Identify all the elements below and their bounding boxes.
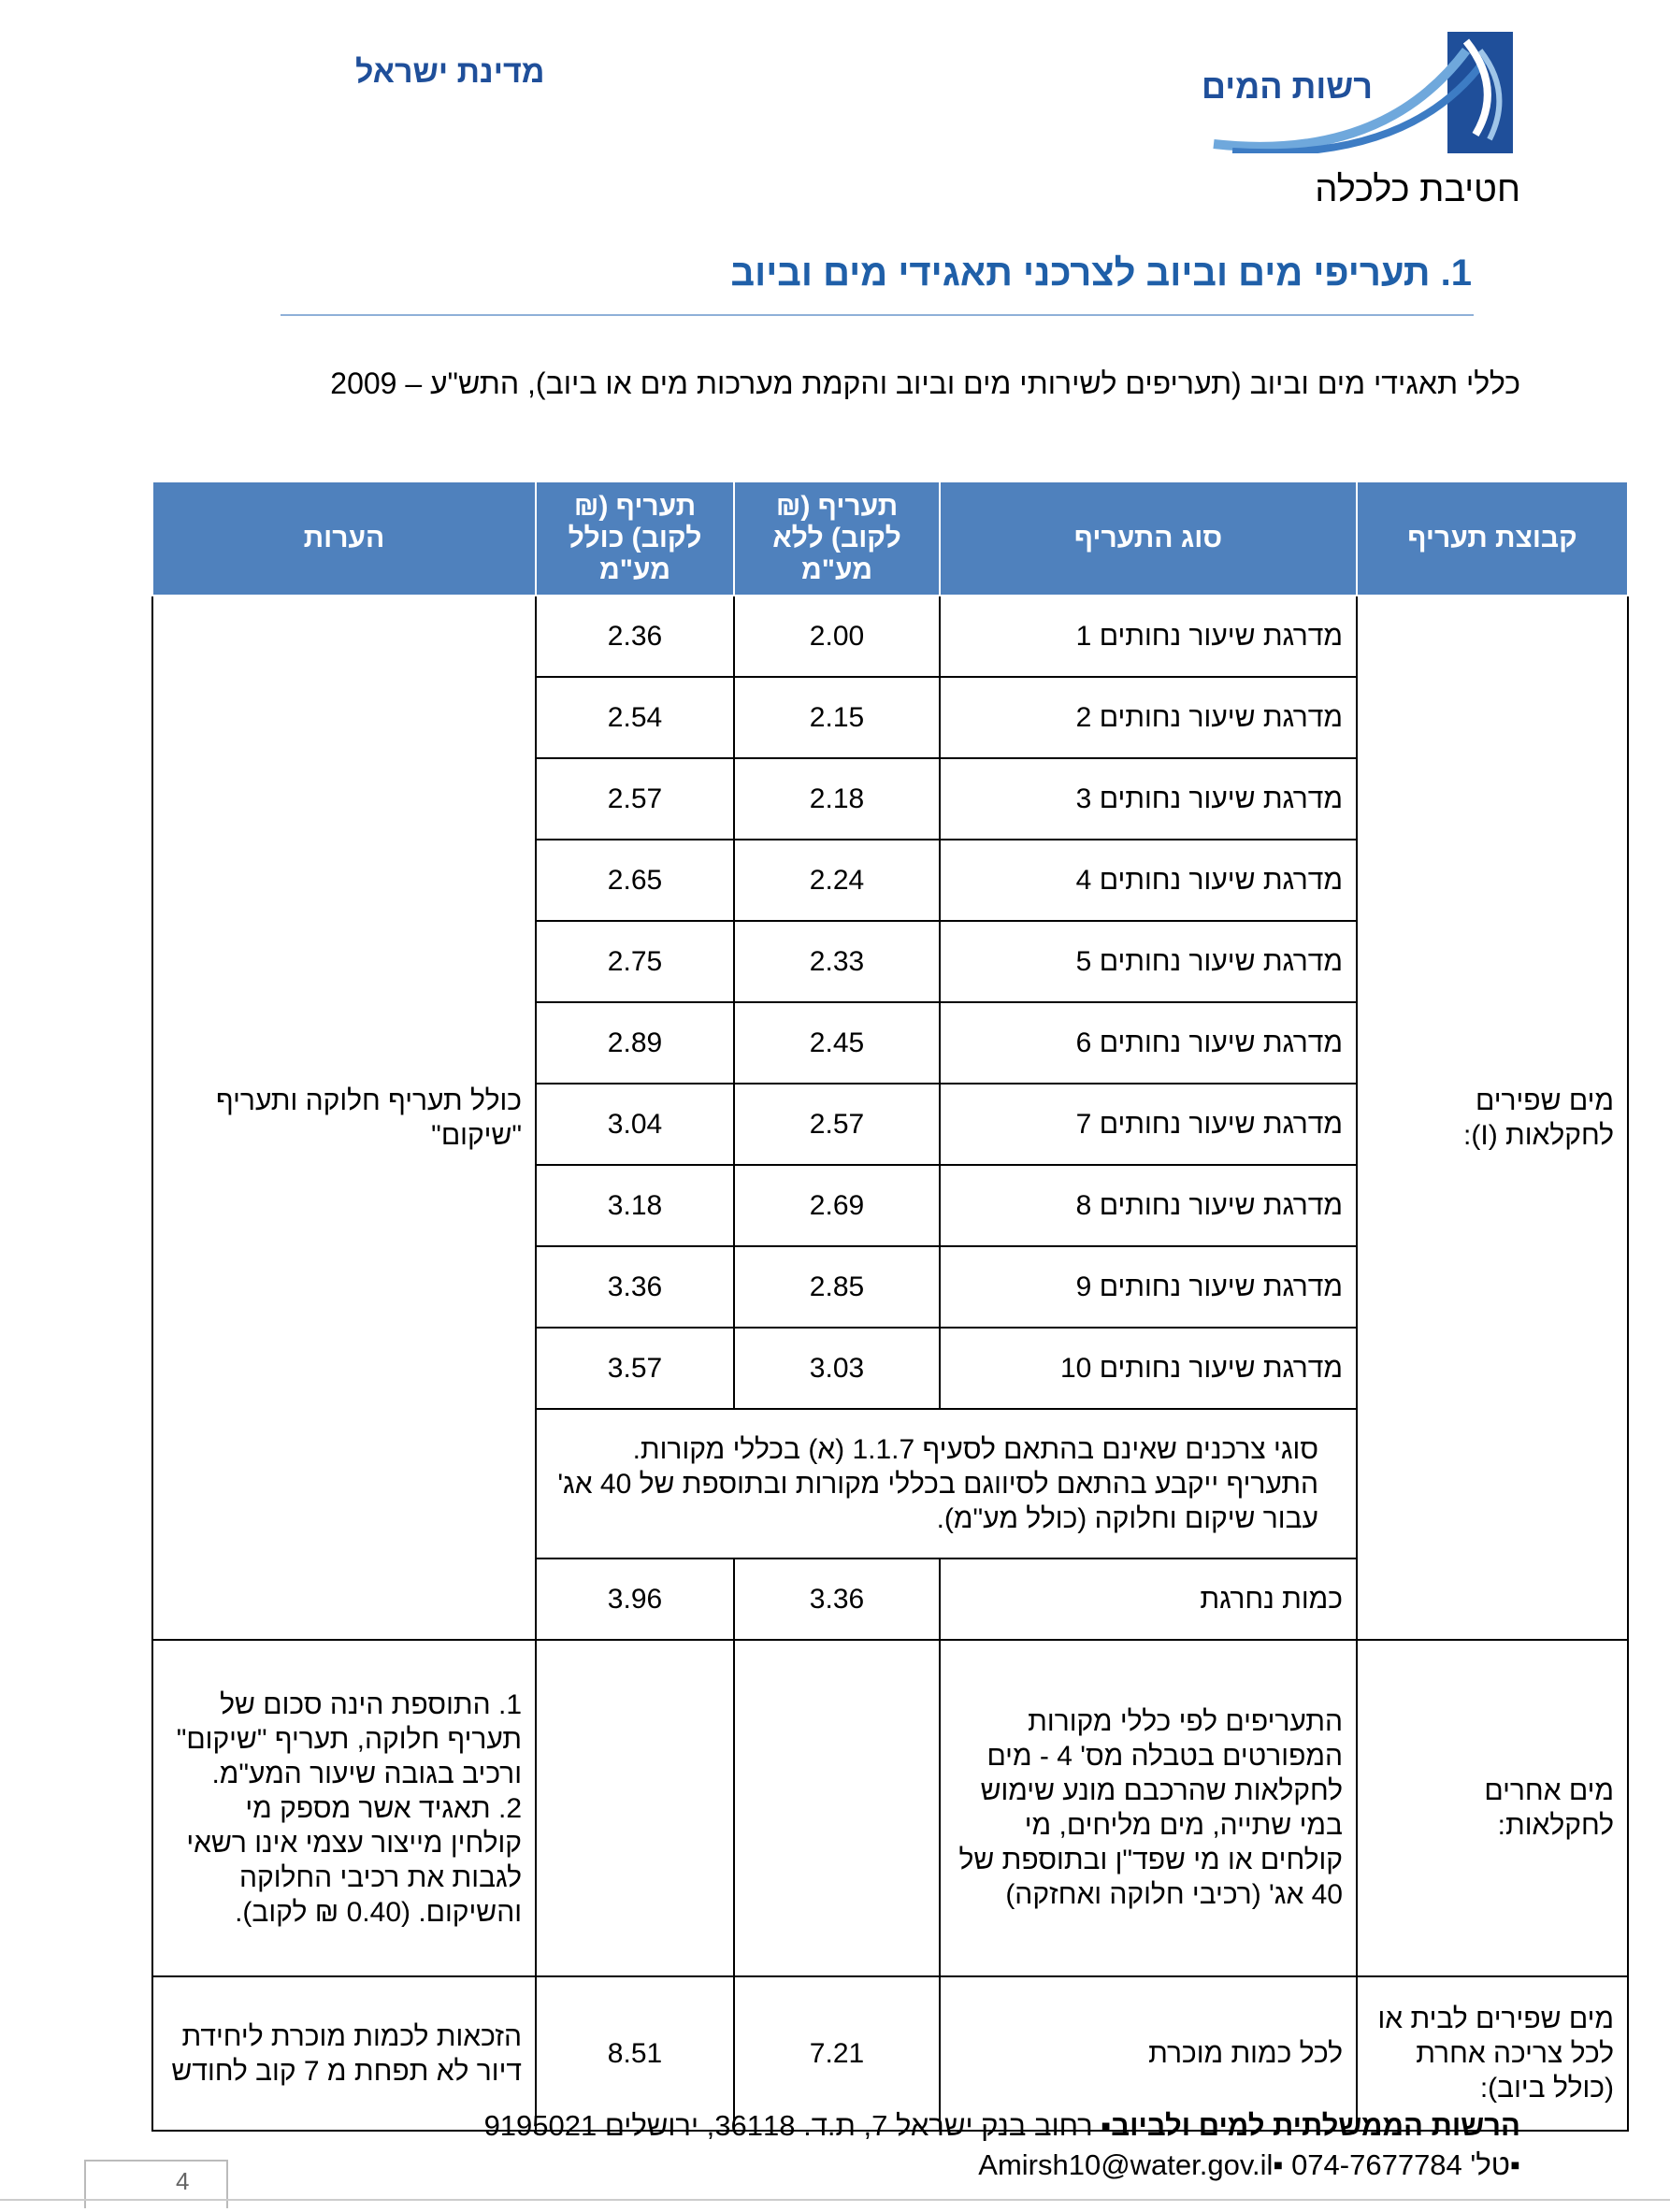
note-cell <box>152 1640 536 1976</box>
price-no-vat <box>734 1640 940 1976</box>
note-cell: כולל תעריף חלוקה ותעריף "שיקום" <box>152 596 536 1640</box>
header-notes: הערות <box>152 481 536 596</box>
price-with-vat: 2.65 <box>536 840 734 921</box>
tariff-type: מדרגת שיעור נחותים 3 <box>940 758 1357 840</box>
note-number: 1. <box>497 1688 522 1720</box>
price-no-vat: 2.85 <box>734 1246 940 1328</box>
note-item <box>166 1688 522 1791</box>
price-with-vat: 3.57 <box>536 1328 734 1409</box>
price-with-vat: 3.04 <box>536 1084 734 1165</box>
price-with-vat <box>536 1640 734 1976</box>
price-with-vat: 3.18 <box>536 1165 734 1246</box>
intro-paragraph: כללי תאגידי מים וביוב (תעריפים לשירותי מים וביוב והקמת מערכות מים או ביוב), התש"ע – 2009 <box>330 366 1520 400</box>
tariff-table <box>151 481 1629 2132</box>
price-no-vat: 2.00 <box>734 596 940 677</box>
header-group: קבוצת תעריף <box>1357 481 1628 596</box>
note-text: תאגיד אשר מספק מי קולחין מייצור עצמי אינו רשאי לגבות את רכיבי החלוקה והשיקום. (0.40 ₪ לקוב). <box>186 1792 522 1928</box>
footer-contact-line: ▪טל' 074-7677784 ▪Amirsh10@water.gov.il <box>978 2148 1520 2181</box>
tariff-type: מדרגת שיעור נחותים 2 <box>940 677 1357 758</box>
header-no-vat: תעריף (₪ לקוב) ללא מע"מ <box>734 481 940 596</box>
footer-address-line: הרשות הממשלתית למים ולביוב▪ רחוב בנק ישראל 7, ת.ד. 36118, ירושלים 9195021 <box>483 2109 1520 2142</box>
page-number-box <box>84 2160 228 2208</box>
tariff-type: מדרגת שיעור נחותים 5 <box>940 921 1357 1002</box>
note-item <box>166 1791 522 1930</box>
note-text: התוספת הינה סכום של תעריף חלוקה, תעריף "שיקום" ורכיב בגובה שיעור המע"מ. <box>176 1688 522 1789</box>
division-name: חטיבת כלכלה <box>1315 170 1520 209</box>
tariff-type: מדרגת שיעור נחותים 10 <box>940 1328 1357 1409</box>
tariff-type: כמות נחרגת <box>940 1558 1357 1640</box>
table-row <box>152 1640 1628 1976</box>
tariff-type: מדרגת שיעור נחותים 1 <box>940 596 1357 677</box>
price-with-vat: 2.75 <box>536 921 734 1002</box>
page-number: 4 <box>176 2167 190 2195</box>
price-no-vat: 2.69 <box>734 1165 940 1246</box>
tariff-type: התעריפים לפי כללי מקורות המפורטים בטבלה מס' 4 - מים לחקלאות שהרכבם מונע שימוש במי שתייה, מים מליחים, מי קולחים או מי שפד"ן ובתוספת של 40 אג' (רכיבי חלוקה ואחזקה) <box>940 1640 1357 1976</box>
header-with-vat: תעריף (₪ לקוב) כולל מע"מ <box>536 481 734 596</box>
price-with-vat: 2.89 <box>536 1002 734 1084</box>
note-number: 2. <box>497 1792 522 1824</box>
price-no-vat: 3.03 <box>734 1328 940 1409</box>
tariff-type: מדרגת שיעור נחותים 7 <box>940 1084 1357 1165</box>
price-with-vat: 2.57 <box>536 758 734 840</box>
logo-text: רשות המים <box>1202 67 1373 106</box>
price-with-vat: 3.36 <box>536 1246 734 1328</box>
table-row <box>152 1976 1628 2131</box>
price-no-vat: 2.57 <box>734 1084 940 1165</box>
price-no-vat: 2.15 <box>734 677 940 758</box>
price-no-vat: 2.33 <box>734 921 940 1002</box>
tariff-type: מדרגת שיעור נחותים 8 <box>940 1165 1357 1246</box>
price-no-vat: 3.36 <box>734 1558 940 1640</box>
merged-cell: סוגי צרכנים שאינם בהתאם לסעיף 1.1.7 (א) בכללי מקורות. התעריף ייקבע בהתאם לסיווגם בכללי מקורות ובתוספת של 40 אג' עבור שיקום וחלוקה (כולל מע"מ). <box>536 1409 1357 1558</box>
price-with-vat: 8.51 <box>536 1976 734 2131</box>
title-underline <box>281 314 1474 316</box>
price-with-vat: 2.54 <box>536 677 734 758</box>
footer-email: Amirsh10@water.gov.il <box>978 2148 1274 2181</box>
header-type: סוג התעריף <box>940 481 1357 596</box>
price-no-vat: 2.24 <box>734 840 940 921</box>
section-title: 1. תעריפי מים וביוב לצרכני תאגידי מים וביוב <box>730 252 1472 294</box>
table-header-row <box>152 481 1628 596</box>
tariff-type: מדרגת שיעור נחותים 4 <box>940 840 1357 921</box>
footer-phone: טל' 074-7677784 <box>1291 2148 1510 2181</box>
tariff-type: לכל כמות מוכרת <box>940 1976 1357 2131</box>
group-label: מים אחרים לחקלאות: <box>1357 1640 1628 1976</box>
price-no-vat: 2.18 <box>734 758 940 840</box>
footer-divider <box>0 2199 1670 2201</box>
price-no-vat: 2.45 <box>734 1002 940 1084</box>
group-label: מים שפירים לבית או לכל צריכה אחרת (כולל ביוב): <box>1357 1976 1628 2131</box>
price-with-vat: 3.96 <box>536 1558 734 1640</box>
tariff-type: מדרגת שיעור נחותים 6 <box>940 1002 1357 1084</box>
note-cell: הזכאות לכמות מוכרת ליחידת דיור לא תפחת מ 7 קוב לחודש <box>152 1976 536 2131</box>
price-with-vat: 2.36 <box>536 596 734 677</box>
footer-address: רחוב בנק ישראל 7, ת.ד. 36118, ירושלים 9195021 <box>483 2109 1093 2142</box>
tariff-type: מדרגת שיעור נחותים 9 <box>940 1246 1357 1328</box>
group-label: מים שפירים לחקלאות (I): <box>1357 596 1628 1640</box>
footer-org: הרשות הממשלתית למים ולביוב <box>1111 2109 1520 2142</box>
table-row <box>152 596 1628 677</box>
state-name: מדינת ישראל <box>355 54 545 90</box>
price-no-vat: 7.21 <box>734 1976 940 2131</box>
